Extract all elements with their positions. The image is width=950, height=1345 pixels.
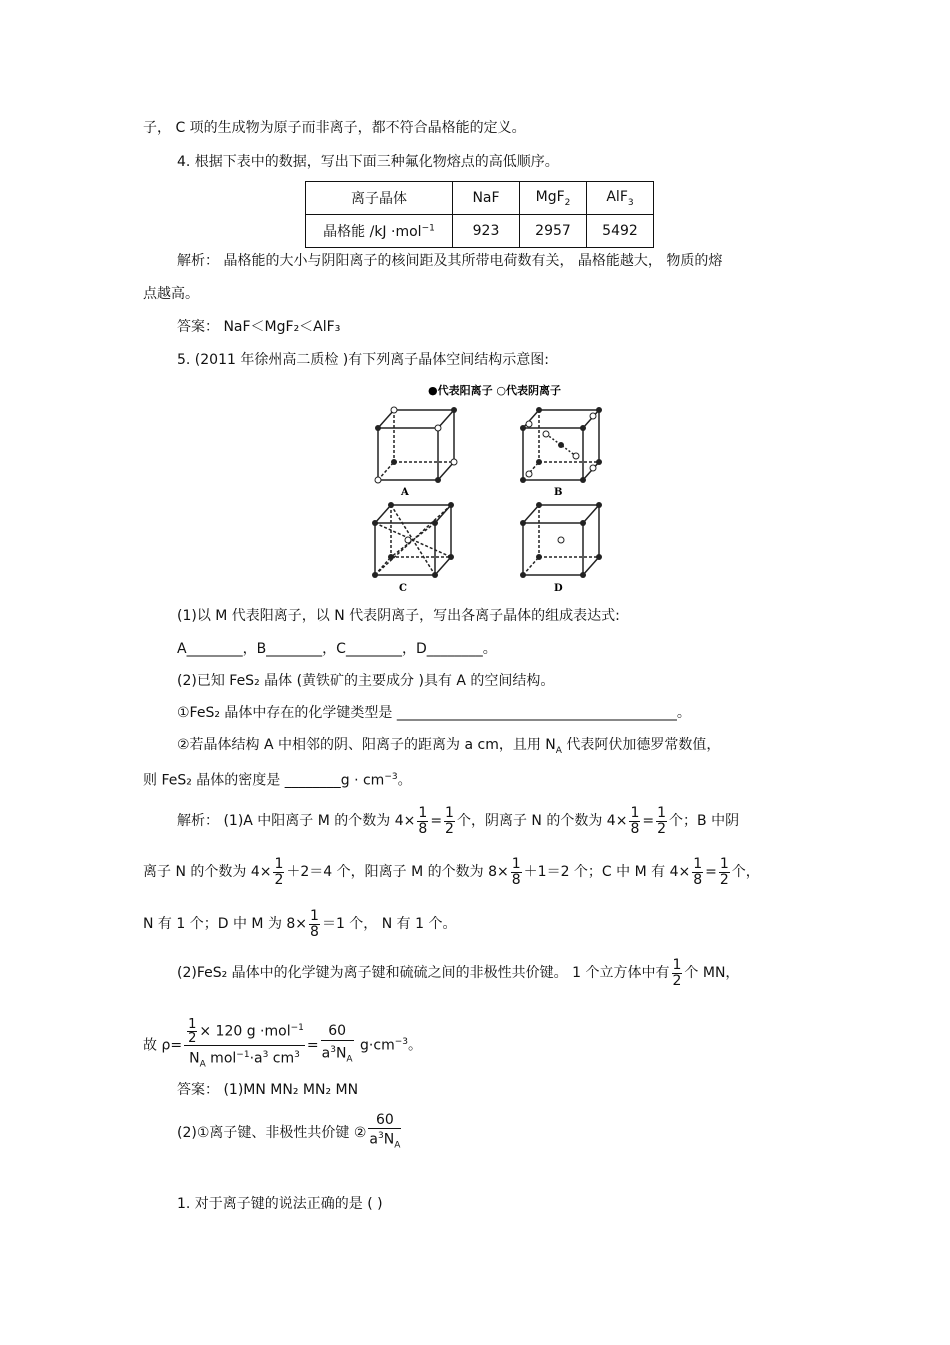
table-cell: 923 xyxy=(453,215,520,248)
question-5: 5. (2011 年徐州高二质检 )有下列离子晶体空间结构示意图: xyxy=(177,352,549,368)
fraction: $\frac{1}{2}$ xyxy=(274,855,284,888)
fraction: $\frac{1}{2}$ xyxy=(445,804,454,837)
fraction: $\frac{1}{2}$ × 120 g ·mol$^{-1}$ $N_A$ $mol^{-1}\cdot a^3$ $cm^3$ xyxy=(184,1018,305,1073)
table-header: NaF xyxy=(453,182,520,215)
fraction: $\frac{1}{2}$ xyxy=(719,855,729,888)
fraction: $\frac{60}{a^3N_A}$ xyxy=(369,1112,401,1151)
solution-line1: 解析： (1)A 中阳离子 M 的个数为 4× $\frac{1}{8}$ = $\frac{1}{2}$ 个，阴离子 N 的个数为 4× $\frac{1}{8}$ = $\frac{1}{2}$ 个；B 中阴 xyxy=(177,804,740,837)
table-header: AlF$_3$ xyxy=(587,182,654,215)
fraction: $\frac{1}{8}$ xyxy=(511,855,521,888)
table-header: MgF$_2$ xyxy=(520,182,587,215)
fraction: $\frac{1}{8}$ xyxy=(693,855,703,888)
answer-5-1: 答案： (1)MN MN₂ MN₂ MN xyxy=(177,1082,359,1098)
solution-line2: 离子 N 的个数为 4× $\frac{1}{2}$ ＋2＝4 个，阳离子 M 的个数为 8× $\frac{1}{8}$ ＋1＝2 个；C 中 M 有 4× $\frac{1}{8}$ = $\frac{1}{2}$ 个， xyxy=(143,855,760,888)
label-a: A xyxy=(401,487,409,498)
table-cell: 5492 xyxy=(587,215,654,248)
fraction: $\frac{1}{8}$ xyxy=(310,907,319,940)
fraction: $\frac{1}{2}$ xyxy=(657,804,667,837)
question-5-2b: ②若晶体结构 A 中相邻的阴、阳离子的距离为 a cm，且用 $N_A$ 代表阿伏加德罗常数值， xyxy=(177,737,721,756)
cube-c xyxy=(375,505,451,575)
cube-a xyxy=(378,410,454,480)
table-header: 离子晶体 xyxy=(306,182,453,215)
fraction: $\frac{1}{8}$ xyxy=(630,804,640,837)
question-5-2a: ①FeS₂ 晶体中存在的化学键类型是 ________________________________________。 xyxy=(177,705,691,721)
table-cell: 2957 xyxy=(520,215,587,248)
density-formula: 故 ρ= $\frac{1}{2}$ × 120 g ·mol$^{-1}$ $N_A$ $mol^{-1}\cdot a^3$ $cm^3$ = $\frac{60}{a^3N_A}$ $g\cdot cm^{-3}$。 xyxy=(143,1012,422,1076)
fraction: $\frac{1}{2}$ xyxy=(672,956,682,989)
question-1: 1. 对于离子键的说法正确的是 ( ) xyxy=(177,1196,383,1212)
analysis-4-line1: 解析： 晶格能的大小与阴阳离子的核间距及其所带电荷数有关， 晶格能越大， 物质的熔 xyxy=(177,253,723,269)
solution-line3: N 有 1 个；D 中 M 为 8× $\frac{1}{8}$ ＝1 个， N 有 1 个。 xyxy=(143,907,457,940)
label-c: C xyxy=(399,583,407,594)
text-line: 子， C 项的生成物为原子而非离子，都不符合晶格能的定义。 xyxy=(143,120,526,136)
question-4: 4. 根据下表中的数据，写出下面三种氟化物熔点的高低顺序。 xyxy=(177,154,559,170)
answer-4: 答案： NaF＜MgF₂＜AlF₃ xyxy=(177,319,341,335)
question-5-1: (1)以 M 代表阳离子，以 N 代表阴离子，写出各离子晶体的组成表达式: xyxy=(177,608,620,624)
table-cell: 晶格能 /kJ ·mol$^{-1}$ xyxy=(306,215,453,248)
question-5-2: (2)已知 FeS₂ 晶体 (黄铁矿的主要成分 )具有 A 的空间结构。 xyxy=(177,673,555,689)
solution-line4: (2)FeS₂ 晶体中的化学键为离子键和硫硫之间的非极性共价键。 1 个立方体中有 $\frac{1}{2}$ 个 MN， xyxy=(177,956,740,989)
question-5-1-blanks: A________，B________，C________，D________。 xyxy=(177,641,497,657)
question-5-2c: 则 FeS₂ 晶体的密度是 ________g · $cm^{-3}$。 xyxy=(143,772,412,789)
crystal-structure-figure xyxy=(368,380,618,595)
fraction: $\frac{1}{8}$ xyxy=(418,804,428,837)
label-d: D xyxy=(554,583,563,594)
figure-legend: ●代表阳离子 ○代表阴离子 xyxy=(428,384,562,397)
answer-5-2: (2)①离子键、非极性共价键 ② $\frac{60}{a^3N_A}$ xyxy=(177,1113,403,1153)
lattice-energy-table xyxy=(305,181,654,248)
fraction: $\frac{60}{a^3N_A}$ xyxy=(321,1023,353,1065)
analysis-4-line2: 点越高。 xyxy=(143,286,199,302)
label-b: B xyxy=(554,487,563,498)
